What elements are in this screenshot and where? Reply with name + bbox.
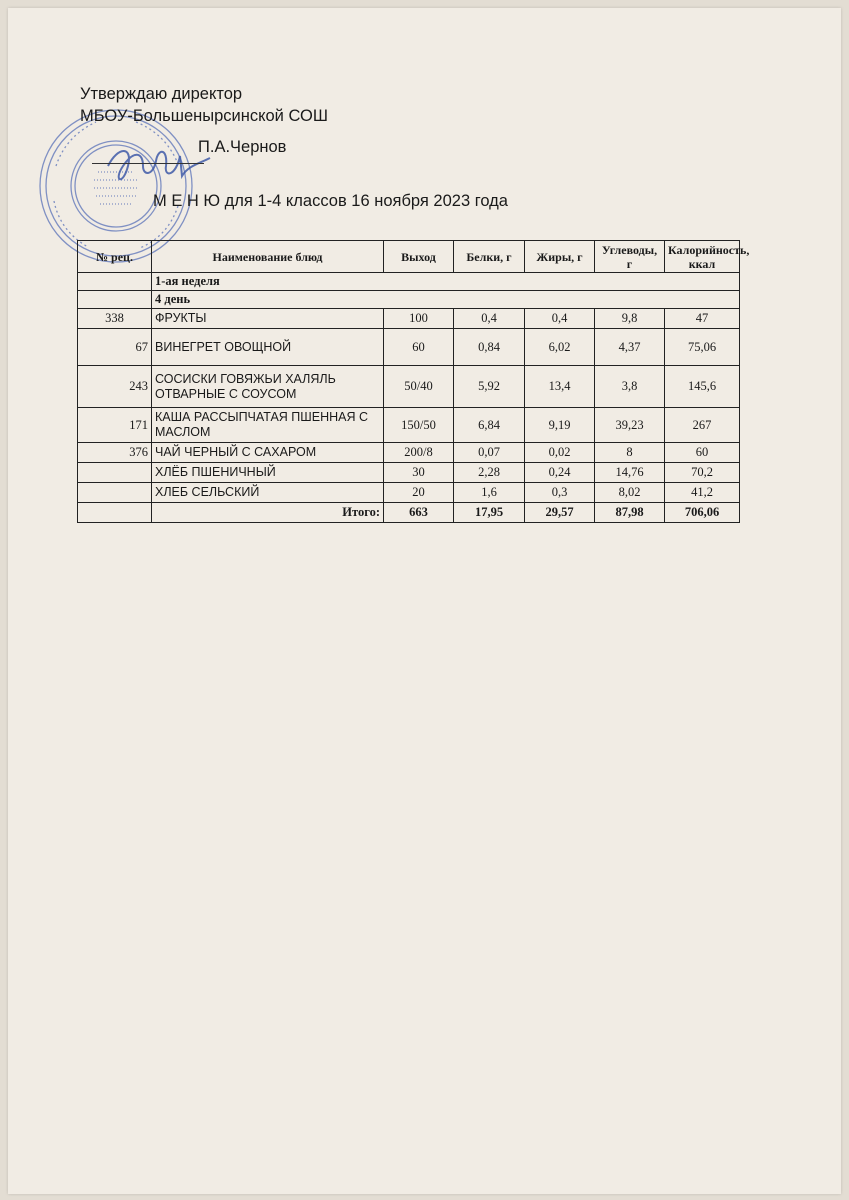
fat-cell: 0,4 (525, 309, 595, 329)
out-cell: 20 (384, 483, 454, 503)
carb-cell: 8 (595, 443, 665, 463)
total-row (78, 503, 740, 523)
fat-cell: 0,02 (525, 443, 595, 463)
dish-name: КАША РАССЫПЧАТАЯ ПШЕННАЯ С МАСЛОМ (152, 408, 384, 443)
protein-cell: 0,4 (454, 309, 525, 329)
carb-cell: 8,02 (595, 483, 665, 503)
header-kcal: Калорийность, ккал (665, 241, 740, 273)
day-row (78, 291, 740, 309)
document-page (8, 8, 841, 1194)
menu-table (77, 240, 750, 523)
out-cell: 30 (384, 463, 454, 483)
carb-cell: 39,23 (595, 408, 665, 443)
table-row (78, 329, 740, 366)
dish-name: ЧАЙ ЧЕРНЫЙ С САХАРОМ (152, 443, 384, 463)
protein-cell: 1,6 (454, 483, 525, 503)
kcal-cell: 145,6 (665, 366, 740, 408)
fat-cell: 6,02 (525, 329, 595, 366)
dish-name: СОСИСКИ ГОВЯЖЬИ ХАЛЯЛЬ ОТВАРНЫЕ С СОУСОМ (152, 366, 384, 408)
total-out: 663 (384, 503, 454, 523)
protein-cell: 0,07 (454, 443, 525, 463)
total-label: Итого: (152, 503, 384, 523)
protein-cell: 0,84 (454, 329, 525, 366)
header-out: Выход (384, 241, 454, 273)
table-row (78, 483, 740, 503)
header-fat: Жиры, г (525, 241, 595, 273)
total-fat: 29,57 (525, 503, 595, 523)
approval-heading: Утверждаю директор (80, 85, 243, 103)
carb-cell: 4,37 (595, 329, 665, 366)
week-label: 1-ая неделя (152, 273, 740, 291)
table-row (78, 463, 740, 483)
table-row (78, 408, 740, 443)
header-protein: Белки, г (454, 241, 525, 273)
rec-cell: 376 (78, 443, 152, 463)
kcal-cell: 47 (665, 309, 740, 329)
header-name: Наименование блюд (152, 241, 384, 273)
out-cell: 100 (384, 309, 454, 329)
signature-line (92, 163, 204, 164)
dish-name: ФРУКТЫ (152, 309, 384, 329)
protein-cell: 6,84 (454, 408, 525, 443)
day-label: 4 день (152, 291, 740, 309)
rec-cell (78, 483, 152, 503)
protein-cell: 2,28 (454, 463, 525, 483)
header-carb: Углеводы, г (595, 241, 665, 273)
out-cell: 150/50 (384, 408, 454, 443)
table-row (78, 443, 740, 463)
protein-cell: 5,92 (454, 366, 525, 408)
school-name: МБОУ-Большенырсинской СОШ (80, 107, 328, 125)
kcal-cell: 41,2 (665, 483, 740, 503)
dish-name: ХЛЕБ СЕЛЬСКИЙ (152, 483, 384, 503)
fat-cell: 0,3 (525, 483, 595, 503)
out-cell: 50/40 (384, 366, 454, 408)
kcal-cell: 70,2 (665, 463, 740, 483)
total-carb: 87,98 (595, 503, 665, 523)
kcal-cell: 267 (665, 408, 740, 443)
carb-cell: 3,8 (595, 366, 665, 408)
fat-cell: 0,24 (525, 463, 595, 483)
carb-cell: 14,76 (595, 463, 665, 483)
carb-cell: 9,8 (595, 309, 665, 329)
out-cell: 200/8 (384, 443, 454, 463)
menu-title: М Е Н Ю для 1-4 классов 16 ноября 2023 года (153, 192, 508, 210)
dish-name: ВИНЕГРЕТ ОВОЩНОЙ (152, 329, 384, 366)
out-cell: 60 (384, 329, 454, 366)
table-row (78, 366, 740, 408)
fat-cell: 13,4 (525, 366, 595, 408)
table-row (78, 309, 740, 329)
header-rec: № рец. (78, 241, 152, 273)
rec-cell: 171 (78, 408, 152, 443)
table-header-row (78, 241, 740, 273)
rec-cell: 243 (78, 366, 152, 408)
rec-cell: 67 (78, 329, 152, 366)
total-kcal: 706,06 (665, 503, 740, 523)
total-protein: 17,95 (454, 503, 525, 523)
kcal-cell: 60 (665, 443, 740, 463)
week-row (78, 273, 740, 291)
kcal-cell: 75,06 (665, 329, 740, 366)
rec-cell: 338 (78, 309, 152, 329)
fat-cell: 9,19 (525, 408, 595, 443)
rec-cell (78, 463, 152, 483)
signer-name: П.А.Чернов (198, 138, 287, 156)
dish-name: ХЛЁБ ПШЕНИЧНЫЙ (152, 463, 384, 483)
